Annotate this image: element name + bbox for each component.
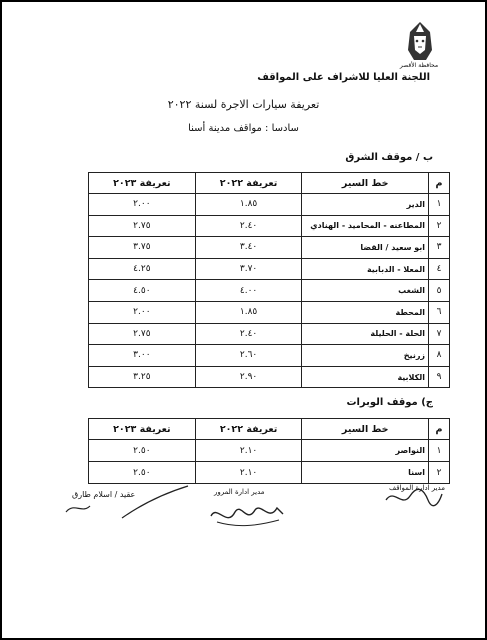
row-route: الدير [302, 194, 429, 216]
row-fare-2022: ٢.١٠ [195, 440, 302, 462]
signature-block [2, 484, 485, 544]
row-route: اسنا [302, 462, 429, 484]
row-num: ٣ [429, 237, 450, 259]
col-header-fare-2022: تعريفة ٢٠٢٢ [195, 419, 302, 440]
committee-name: اللجنة العليا للاشراف على المواقف [257, 72, 430, 83]
table-row [89, 215, 450, 237]
row-fare-2022: ٣.٤٠ [195, 237, 302, 259]
signature-label-colonel: عقيد / اسلام طارق [72, 490, 136, 499]
col-header-fare-2022: تعريفة ٢٠٢٢ [195, 173, 302, 194]
col-header-fare-2023: تعريفة ٢٠٢٣ [89, 173, 196, 194]
row-fare-2023: ٢.٥٠ [89, 462, 196, 484]
table-row [89, 366, 450, 388]
row-num: ١ [429, 194, 450, 216]
row-num: ٥ [429, 280, 450, 302]
section-b-heading: ب / موقف الشرق [345, 152, 433, 163]
table-row [89, 301, 450, 323]
row-fare-2022: ٢.١٠ [195, 462, 302, 484]
row-fare-2023: ٣.٠٠ [89, 345, 196, 367]
signature-label-traffic-director: مدير ادارة المرور [214, 488, 265, 496]
table-row [89, 323, 450, 345]
signature-colonel [62, 484, 192, 524]
document-subtitle: سادسا : مواقف مدينة أسنا [188, 123, 299, 134]
row-num: ٩ [429, 366, 450, 388]
row-fare-2022: ٣.٧٠ [195, 258, 302, 280]
table-row [89, 194, 450, 216]
row-route: الكلابية [302, 366, 429, 388]
row-num: ٨ [429, 345, 450, 367]
row-num: ٧ [429, 323, 450, 345]
row-route: الشغب [302, 280, 429, 302]
signature-label-parking-director: مدير ادارة المواقف [388, 484, 445, 492]
row-fare-2022: ١.٨٥ [195, 301, 302, 323]
section-c-heading: ج) موقف الوبرات [346, 397, 433, 408]
col-header-fare-2023: تعريفة ٢٠٢٣ [89, 419, 196, 440]
row-fare-2022: ١.٨٥ [195, 194, 302, 216]
row-fare-2023: ٢.٠٠ [89, 301, 196, 323]
row-num: ٦ [429, 301, 450, 323]
col-header-num: م [429, 173, 450, 194]
row-num: ٤ [429, 258, 450, 280]
table-header-row [89, 419, 450, 440]
row-route: زرنيخ [302, 345, 429, 367]
table-row [89, 280, 450, 302]
row-fare-2023: ٤.٥٠ [89, 280, 196, 302]
row-fare-2023: ٢.٥٠ [89, 440, 196, 462]
table-row [89, 440, 450, 462]
row-route: المعلا - الدبابية [302, 258, 429, 280]
pharaoh-emblem-icon [400, 20, 440, 62]
table-row [89, 258, 450, 280]
signature-parking-director [384, 486, 444, 510]
table-row [89, 462, 450, 484]
col-header-route: خط السير [302, 173, 429, 194]
row-fare-2023: ٣.٢٥ [89, 366, 196, 388]
row-num: ٢ [429, 462, 450, 484]
row-route: النواصر [302, 440, 429, 462]
row-route: المحطة [302, 301, 429, 323]
signature-traffic-director [207, 498, 287, 530]
row-fare-2023: ٢.٧٥ [89, 215, 196, 237]
table-row [89, 345, 450, 367]
row-num: ٢ [429, 215, 450, 237]
row-fare-2022: ٢.٤٠ [195, 323, 302, 345]
governorate-caption: محافظة الأقصر [399, 62, 439, 69]
fare-table-wabarat-station [88, 418, 450, 484]
row-fare-2022: ٢.٤٠ [195, 215, 302, 237]
document-page [2, 2, 485, 638]
document-title: تعريفة سيارات الاجرة لسنة ٢٠٢٢ [167, 98, 320, 111]
table-header-row [89, 173, 450, 194]
row-fare-2022: ٢.٦٠ [195, 345, 302, 367]
fare-table-east-station [88, 172, 450, 388]
row-num: ١ [429, 440, 450, 462]
table-row [89, 237, 450, 259]
col-header-route: خط السير [302, 419, 429, 440]
row-route: المطاعنه - المحاميد - الهنادي [302, 215, 429, 237]
row-fare-2022: ٢.٩٠ [195, 366, 302, 388]
row-route: ابو سعيد / القضا [302, 237, 429, 259]
row-fare-2023: ٢.٧٥ [89, 323, 196, 345]
row-route: الحلة - الحليلة [302, 323, 429, 345]
col-header-num: م [429, 419, 450, 440]
row-fare-2022: ٤.٠٠ [195, 280, 302, 302]
row-fare-2023: ٢.٠٠ [89, 194, 196, 216]
row-fare-2023: ٤.٢٥ [89, 258, 196, 280]
row-fare-2023: ٣.٧٥ [89, 237, 196, 259]
